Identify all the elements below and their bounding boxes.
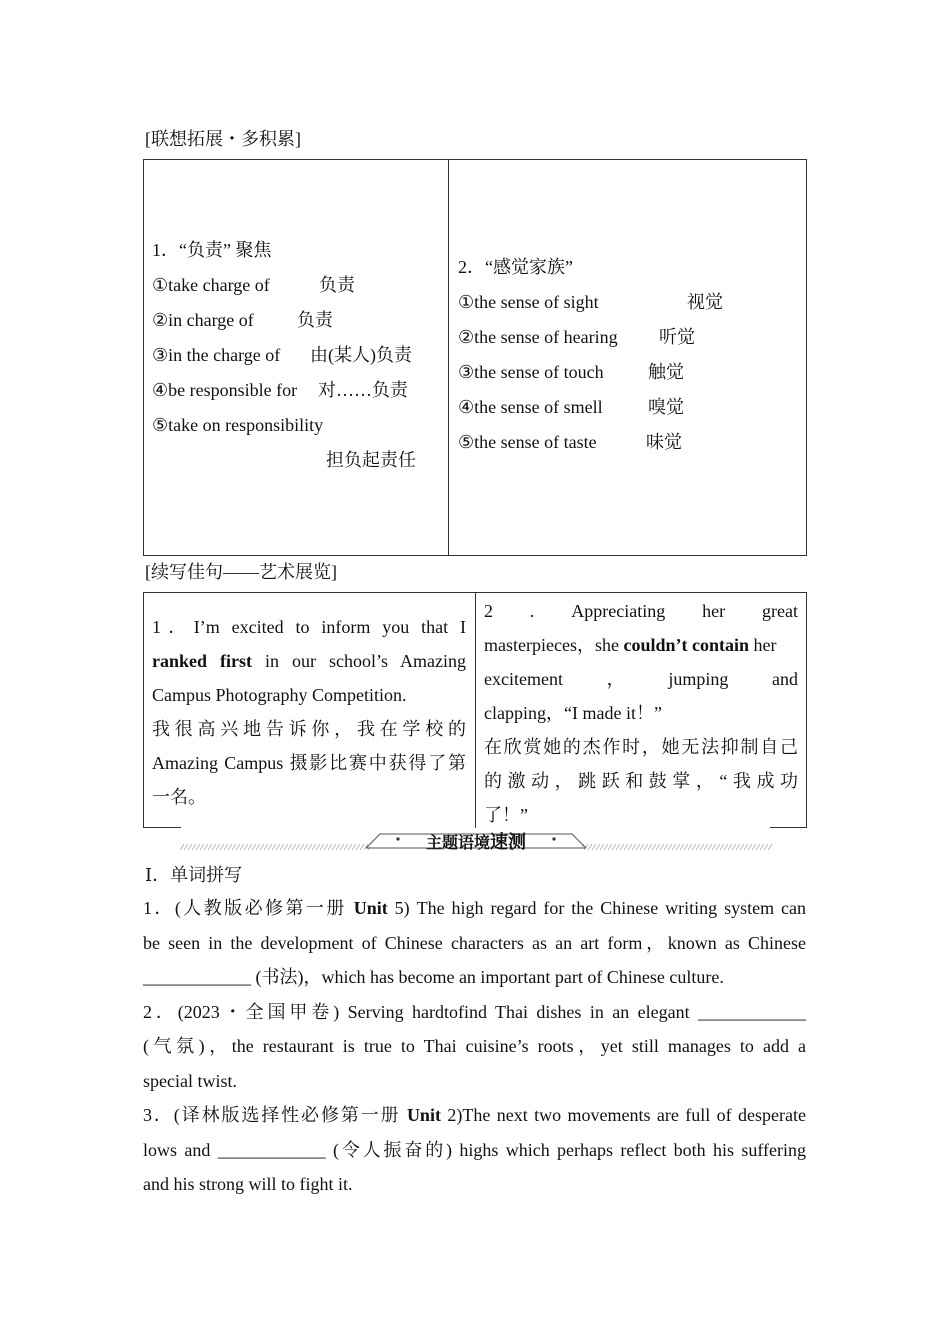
sentence2-highlight: couldn’t contain xyxy=(623,635,749,655)
q-text: 1．(人教版必修第一册 xyxy=(143,898,354,918)
word: ， xyxy=(606,669,625,689)
question-2-line: (气氛)，the restaurant is true to Thai cuisine’s roots，yet still manages to add a xyxy=(143,1036,806,1056)
left-item-cn: 由(某人)负责 xyxy=(310,345,412,365)
q-text: 5) The high regard for the Chinese writing system can xyxy=(387,898,807,918)
topic-banner xyxy=(180,826,772,852)
table2-right-border xyxy=(806,592,807,828)
sentence1-translation: 一名。 xyxy=(152,787,206,807)
sentence2-translation: 在欣赏她的杰作时，她无法抑制自己 xyxy=(484,737,798,757)
word: great xyxy=(762,601,798,621)
question-3-line xyxy=(143,1098,806,1133)
right-item-en: ②the sense of hearing xyxy=(458,327,618,347)
left-col-heading: 1．“负责” 聚焦 xyxy=(152,240,272,260)
left-item-cn: 负责 xyxy=(297,310,333,330)
table2-left-border xyxy=(143,592,144,828)
right-item-en: ④the sense of smell xyxy=(458,397,603,417)
word: Appreciating xyxy=(571,601,666,621)
right-item-cn: 嗅觉 xyxy=(648,397,684,417)
left-item-en: ②in charge of xyxy=(152,310,254,330)
left-item-cn: 担负起责任 xyxy=(326,450,416,470)
sentence1-line: Campus Photography Competition. xyxy=(152,685,407,705)
right-item-cn: 视觉 xyxy=(687,292,723,312)
sentence2-line xyxy=(484,628,798,662)
question-3-line: lows and ____________ (令人振奋的) highs which perhaps reflect both his suffering xyxy=(143,1139,806,1160)
sentence1-text: in our school’s Amazing xyxy=(252,651,466,671)
q-text: 3．(译林版选择性必修第一册 xyxy=(143,1105,407,1125)
word: and xyxy=(772,669,798,689)
banner-title xyxy=(416,828,536,854)
question-2-line: special twist. xyxy=(143,1070,237,1091)
table2-divider xyxy=(475,592,476,828)
sentence2-text: masterpieces，she xyxy=(484,635,624,655)
question-1-line: be seen in the development of Chinese characters as an art form，known as Chinese xyxy=(143,932,806,953)
question-1-line xyxy=(143,891,806,926)
exercise-questions xyxy=(143,891,806,1202)
left-item-en: ①take charge of xyxy=(152,275,270,295)
word: her xyxy=(702,601,726,621)
q-text-bold: Unit xyxy=(406,1105,441,1125)
sentence2-line xyxy=(484,594,798,628)
sentence2-line: clapping，“I made it！” xyxy=(484,703,662,723)
sentence1-translation: 我很高兴地告诉你，我在学校的 xyxy=(152,719,466,739)
left-item-cn: 对……负责 xyxy=(318,380,408,400)
sentence2-block xyxy=(484,594,798,832)
right-item-cn: 触觉 xyxy=(648,362,684,382)
q-text: 2)The next two movements are full of desperate xyxy=(440,1105,806,1125)
q-text-bold: Unit xyxy=(353,898,388,918)
right-item-en: ⑤the sense of taste xyxy=(458,432,597,452)
right-item-cn: 听觉 xyxy=(659,327,695,347)
right-col-heading: 2．“感觉家族” xyxy=(458,257,573,277)
exercise-heading: Ⅰ．单词拼写 xyxy=(145,865,243,885)
sentence1-highlight: ranked first xyxy=(152,651,252,671)
sentence1-block xyxy=(152,610,466,814)
word: 2 xyxy=(484,601,493,621)
sentence1-line: 1．I’m excited to inform you that I xyxy=(152,617,466,637)
right-item-en: ③the sense of touch xyxy=(458,362,604,382)
section-title-sentences: [续写佳句——艺术展览] xyxy=(145,562,337,582)
word: excitement xyxy=(484,669,563,689)
right-item-en: ①the sense of sight xyxy=(458,292,599,312)
banner-label: 主题语境 xyxy=(425,833,490,852)
banner-label-emphasis: 速测 xyxy=(490,832,526,853)
question-1-line: ____________ (书法)，which has become an important part of Chinese culture. xyxy=(143,967,724,987)
table-divider xyxy=(448,159,449,556)
table2-bottom-left xyxy=(143,827,181,828)
right-item-cn: 味觉 xyxy=(646,432,682,452)
sentence1-line xyxy=(152,644,466,678)
sentence2-translation: 了！” xyxy=(484,805,528,825)
word: jumping xyxy=(668,669,729,689)
left-item-cn: 负责 xyxy=(319,275,355,295)
left-item-en: ③in the charge of xyxy=(152,345,281,365)
sentence2-translation: 的激动，跳跃和鼓掌，“我成功 xyxy=(484,771,798,791)
section-title-associations: [联想拓展・多积累] xyxy=(145,129,301,149)
question-3-line: and his strong will to fight it. xyxy=(143,1174,353,1194)
sentence2-text: her xyxy=(748,635,777,655)
left-item-en: ⑤take on responsibility xyxy=(152,415,324,435)
question-2-line: 2．(2023・全国甲卷) Serving hardtofind Thai dishes in an elegant ____________ xyxy=(143,1001,806,1022)
left-item-en: ④be responsible for xyxy=(152,380,298,400)
word: . xyxy=(529,601,535,621)
sentence1-translation: Amazing Campus 摄影比赛中获得了第 xyxy=(152,753,466,773)
sentence2-line xyxy=(484,662,798,696)
